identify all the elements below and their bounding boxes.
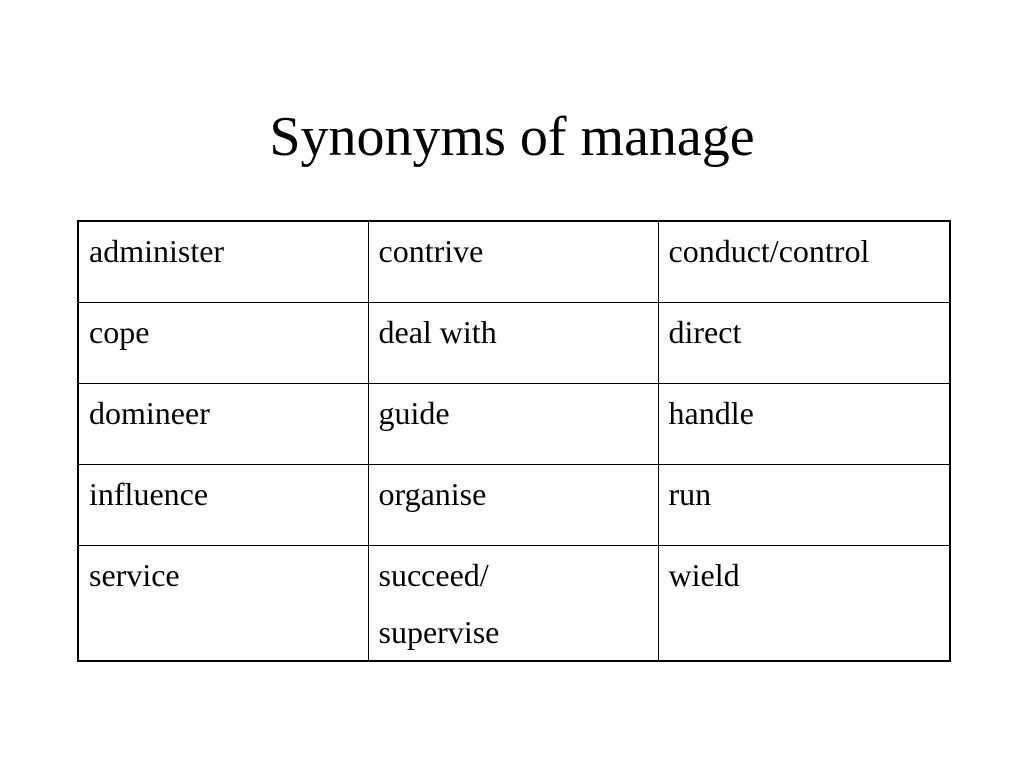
table-cell: administer (78, 221, 368, 302)
cell-line: supervise (378, 613, 500, 650)
table-cell: wield (658, 545, 950, 661)
table-cell: organise (368, 464, 658, 545)
table-row (78, 221, 950, 302)
table-cell: contrive (368, 221, 658, 302)
table-cell: run (658, 464, 950, 545)
table-cell: cope (78, 302, 368, 383)
table-cell: influence (78, 464, 368, 545)
table-row (78, 464, 950, 545)
table-row (78, 302, 950, 383)
table-row (78, 545, 950, 661)
table-cell: deal with (368, 302, 658, 383)
table-row (78, 383, 950, 464)
table-cell: domineer (78, 383, 368, 464)
table-cell: service (78, 545, 368, 661)
table-cell: handle (658, 383, 950, 464)
slide-title: Synonyms of manage (269, 106, 755, 168)
table-cell: direct (658, 302, 950, 383)
table-cell: guide (368, 383, 658, 464)
cell-line: succeed/ (378, 556, 489, 593)
table-cell (368, 545, 658, 661)
synonyms-table (77, 220, 951, 662)
table-cell: conduct/control (658, 221, 950, 302)
